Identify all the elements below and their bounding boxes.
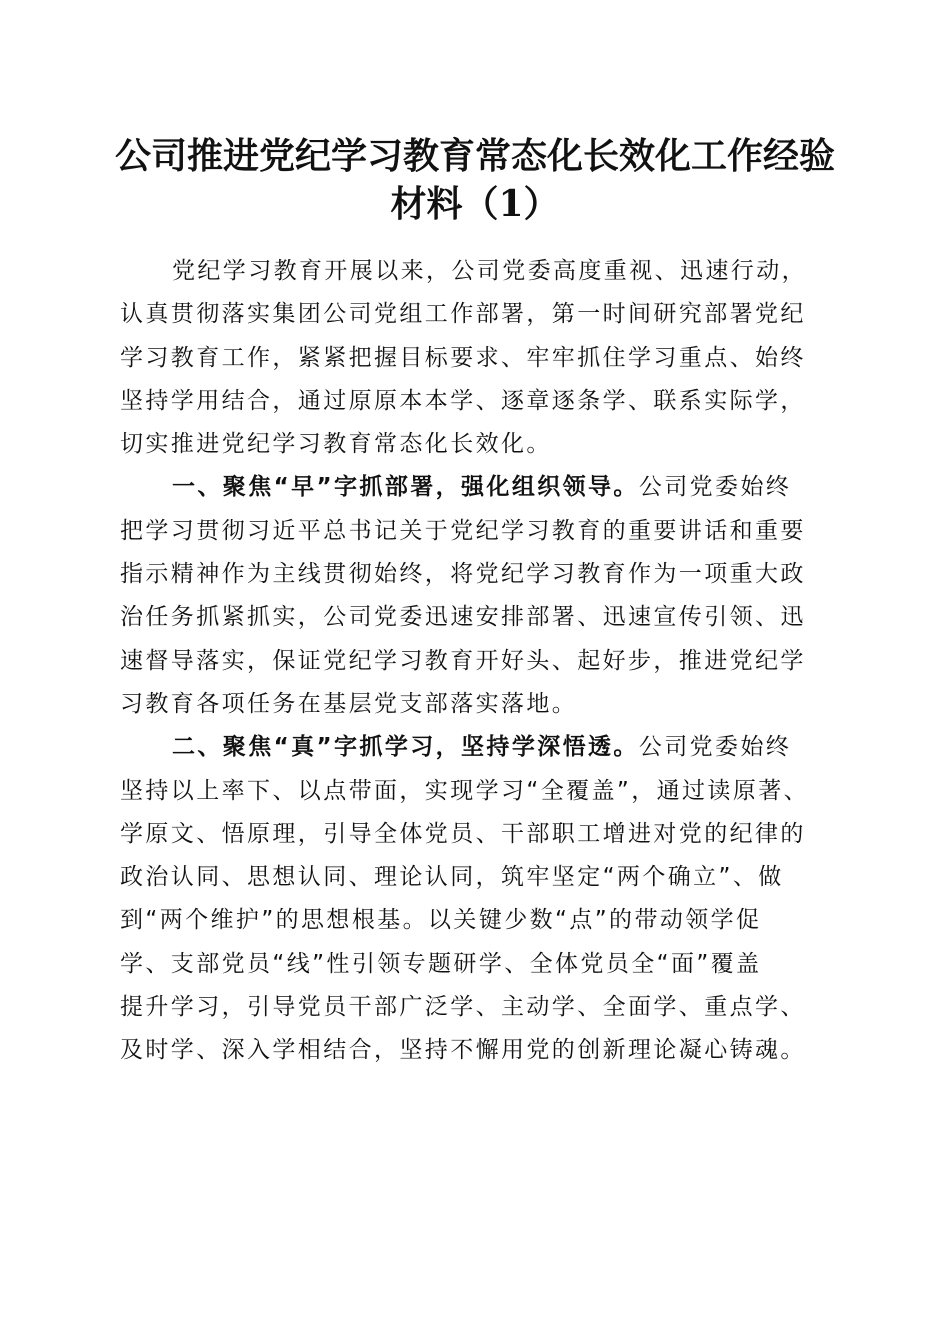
paragraph-first-line (120, 466, 830, 509)
paragraph-line: 坚持学用结合，通过原原本本学、逐章逐条学、联系实际学， (120, 387, 806, 414)
section-one-heading: 一、聚焦“早”字抓部署，强化组织领导。 (172, 474, 639, 501)
document-body (120, 250, 830, 1073)
paragraph-line: 学原文、悟原理，引导全体党员、干部职工增进对党的纪律的 (120, 820, 806, 847)
section-two-paragraph (120, 726, 830, 1072)
paragraph-line: 学、支部党员“线”性引领专题研学、全体党员全“面”覆盖 (120, 950, 762, 977)
paragraph-line: 及时学、深入学相结合，坚持不懈用党的创新理论凝心铸魂。 (120, 1037, 806, 1064)
document-title (100, 132, 850, 228)
paragraph-line: 学习教育工作，紧紧把握目标要求、牢牢抓住学习重点、始终 (120, 344, 806, 371)
section-two-lead-text: 公司党委始终 (638, 734, 792, 761)
paragraph-line: 速督导落实，保证党纪学习教育开好头、起好步，推进党纪学 (120, 647, 806, 674)
section-two-heading: 二、聚焦“真”字抓学习，坚持学深悟透。 (172, 734, 639, 761)
paragraph-line: 指示精神作为主线贯彻始终，将党纪学习教育作为一项重大政 (120, 561, 806, 588)
intro-paragraph (120, 250, 830, 466)
title-line-2: 材料（1） (390, 183, 560, 225)
paragraph-line: 治任务抓紧抓实，公司党委迅速安排部署、迅速宣传引领、迅 (120, 604, 806, 631)
paragraph-line: 政治认同、思想认同、理论认同，筑牢坚定“两个确立”、做 (120, 864, 784, 891)
title-line-1: 公司推进党纪学习教育常态化长效化工作经验 (114, 135, 835, 177)
paragraph-first-line (120, 726, 830, 769)
paragraph-line: 习教育各项任务在基层党支部落实落地。 (120, 690, 578, 717)
section-one-paragraph (120, 466, 830, 726)
section-one-lead-text: 公司党委始终 (638, 474, 792, 501)
paragraph-line: 到“两个维护”的思想根基。以关键少数“点”的带动领学促 (120, 907, 762, 934)
paragraph-line: 切实推进党纪学习教育常态化长效化。 (120, 431, 552, 458)
paragraph-line: 提升学习，引导党员干部广泛学、主动学、全面学、重点学、 (120, 994, 806, 1021)
paragraph-line: 把学习贯彻习近平总书记关于党纪学习教育的重要讲话和重要 (120, 517, 806, 544)
paragraph-line: 党纪学习教育开展以来，公司党委高度重视、迅速行动， (172, 258, 807, 284)
paragraph-line: 认真贯彻落实集团公司党组工作部署，第一时间研究部署党纪 (120, 301, 806, 328)
paragraph-line: 坚持以上率下、以点带面，实现学习“全覆盖”，通过读原著、 (120, 777, 810, 804)
